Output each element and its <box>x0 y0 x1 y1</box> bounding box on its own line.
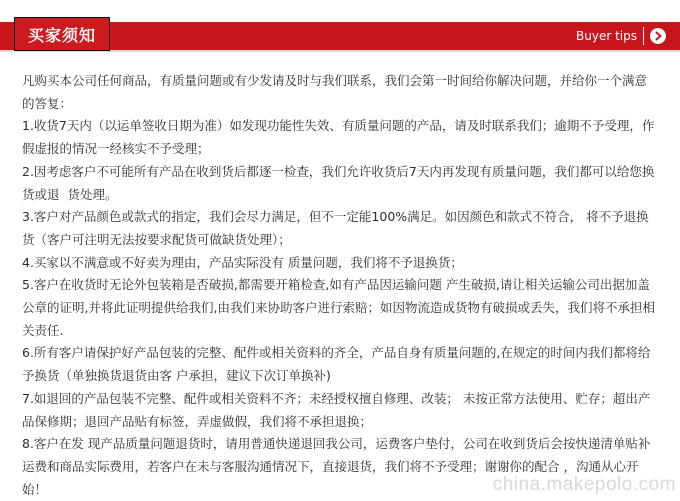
notice-item-2: 2.因考虑客户不可能所有产品在收到货后都逐一检查，我们允许收货后7天内再发现有质量问题，我们都可以给您换货或退 货处理。 <box>22 163 655 202</box>
buyer-tips-header <box>0 22 680 52</box>
notice-item-4: 4.买家以不满意或不好卖为理由，产品实际没有 质量问题，我们将不予退换货； <box>22 254 463 270</box>
notice-body <box>22 70 658 501</box>
notice-item-3: 3.客户对产品颜色或款式的指定，我们会尽力满足，但不一定能100%满足。如因颜色和款式不符合， 将不予退换货（客户可注明无法按要求配货可做缺货处理）； <box>22 209 649 247</box>
notice-item-1: 1.收货7天内（以运单签收日期为准）如发现功能性失效、有质量问题的产品，请及时联系我们；逾期不予受理，作假虚报的情况一经核实不予受理； <box>22 118 655 157</box>
notice-item-8: 8.客户在发 现产品质量问题退货时，请用普通快递退回我公司，运费客户垫付，公司在收到货后会按快递清单贴补运费和商品实际费用，若客户在未与客服沟通情况下，直接退货，我们将不予受理；谢谢你的配合 ，沟通从心开始！ <box>22 436 651 497</box>
notice-item-5: 5.客户在收货时无论外包装箱是否破损,都需要开箱检查,如有产品因运输问题 产生破损,请让相关运输公司出据加盖公章的证明,并将此证明提供给我们,由我们来协助客户进行索赔；如因物流造成货物有破损或丢失，我们将不承担相关责任. <box>22 277 655 338</box>
site-watermark: china.makepolo.com <box>492 474 676 495</box>
buyer-tips-link[interactable] <box>576 26 666 46</box>
section-title-tab <box>14 17 110 51</box>
play-circle-icon[interactable] <box>650 28 666 44</box>
notice-item-6: 6.所有客户请保护好产品包装的完整、配件或相关资料的齐全，产品自身有质量问题的,在规定的时间内我们都将给予换货（单独换货退货由客 户承担，建议下次订单换补) <box>22 345 651 384</box>
buyer-tips-label: Buyer tips <box>576 29 637 43</box>
notice-item-7: 7.如退回的产品包装不完整、配件或相关资料不齐；未经授权擅自修理、改装； 未按正常方法使用、贮存；超出产品保修期；退回产品贴有标签，弄虚做假，我们将不承担退换； <box>22 390 651 429</box>
intro-paragraph: 凡购买本公司任何商品，有质量问题或有少发请及时与我们联系，我们会第一时间给你解决问题，并给你一个满意的答复： <box>22 73 648 111</box>
tips-separator <box>643 27 644 45</box>
section-title: 买家须知 <box>27 25 96 45</box>
